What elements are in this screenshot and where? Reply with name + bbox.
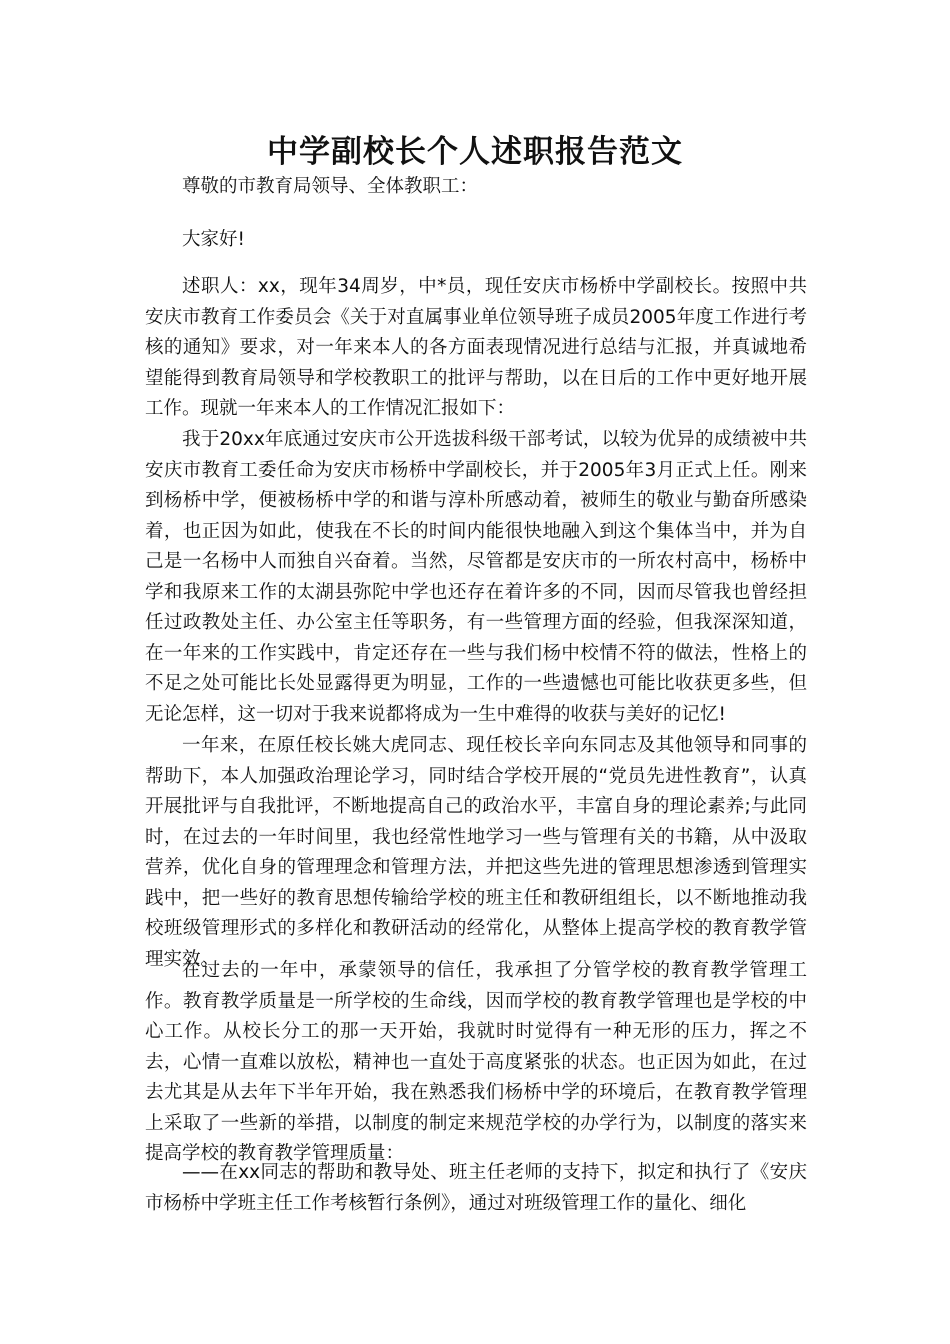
- salutation: 尊敬的市教育局领导、全体教职工：: [182, 176, 479, 197]
- document-title: 中学副校长个人述职报告范文: [267, 134, 683, 170]
- paragraph-measures: ——在xx同志的帮助和教导处、班主任老师的支持下，拟定和执行了《安庆市杨桥中学班主任工作考核暂行条例》，通过对班级管理工作的量化、细化: [145, 1162, 807, 1214]
- paragraph-appointment: 我于20xx年底通过安庆市公开选拔科级干部考试，以较为优异的成绩被中共安庆市教育工委任命为安庆市杨桥中学副校长，并于2005年3月正式上任。刚来到杨桥中学，便被杨桥中学的和谐与淳朴所感动着，被师生的敬业与勤奋所感染着，也正因为如此，使我在不长的时间内能很快地融入到这个集体当中，并为自己是一名杨中人而独自兴奋着。当然，尽管都是安庆市的一所农村高中，杨桥中学和我原来工作的太湖县弥陀中学也还存在着许多的不同，因而尽管我也曾经担任过政教处主任、办公室主任等职务，有一些管理方面的经验，但我深深知道，在一年来的工作实践中，肯定还存在一些与我们杨中校情不符的做法，性格上的不足之处可能比长处显露得更为明显，工作的一些遗憾也可能比收获更多些，但无论怎样，这一切对于我来说都将成为一生中难得的收获与美好的记忆!: [145, 429, 807, 725]
- paragraph-study: 一年来，在原任校长姚大虎同志、现任校长辛向东同志及其他领导和同事的帮助下，本人加强政治理论学习，同时结合学校开展的“党员先进性教育”，认真开展批评与自我批评，不断地提高自己的政治水平，丰富自身的理论素养;与此同时，在过去的一年时间里，我也经常性地学习一些与管理有关的书籍，从中汲取营养，优化自身的管理理念和管理方法，并把这些先进的管理思想渗透到管理实践中，把一些好的教育思想传输给学校的班主任和教研组组长，以不断地推动我校班级管理形式的多样化和教研活动的经常化，从整体上提高学校的教育教学管理实效。: [145, 735, 807, 970]
- paragraph-intro: 述职人：xx，现年34周岁，中*员，现任安庆市杨桥中学副校长。按照中共安庆市教育工作委员会《关于对直属事业单位领导班子成员2005年度工作进行考核的通知》要求，对一年来本人的各方面表现情况进行总结与汇报，并真诚地希望能得到教育局领导和学校教职工的批评与帮助，以在日后的工作中更好地开展工作。现就一年来本人的工作情况汇报如下：: [145, 276, 807, 419]
- greeting: 大家好!: [182, 229, 245, 250]
- paragraph-management: 在过去的一年中，承蒙领导的信任，我承担了分管学校的教育教学管理工作。教育教学质量是一所学校的生命线，因而学校的教育教学管理也是学校的中心工作。从校长分工的那一天开始，我就时时觉得有一种无形的压力，挥之不去，心情一直难以放松，精神也一直处于高度紧张的状态。也正因为如此，在过去尤其是从去年下半年开始，我在熟悉我们杨桥中学的环境后，在教育教学管理上采取了一些新的举措，以制度的制定来规范学校的办学行为，以制度的落实来提高学校的教育教学管理质量：: [145, 960, 807, 1164]
